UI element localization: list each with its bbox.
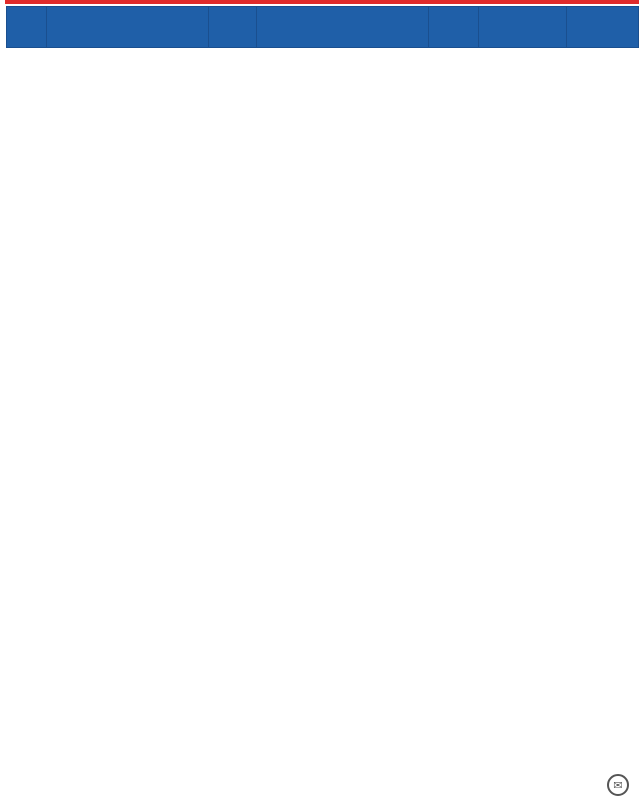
header-region (567, 7, 639, 48)
header-area (209, 7, 257, 48)
wechat-icon: ✉ (607, 774, 629, 796)
header-name (47, 7, 209, 48)
header-type (479, 7, 567, 48)
parks-table (6, 6, 639, 48)
table-header-row (7, 7, 639, 48)
highlight-box (5, 0, 639, 4)
header-no (7, 7, 47, 48)
watermark (604, 773, 636, 797)
header-location (257, 7, 429, 48)
header-grade (429, 7, 479, 48)
